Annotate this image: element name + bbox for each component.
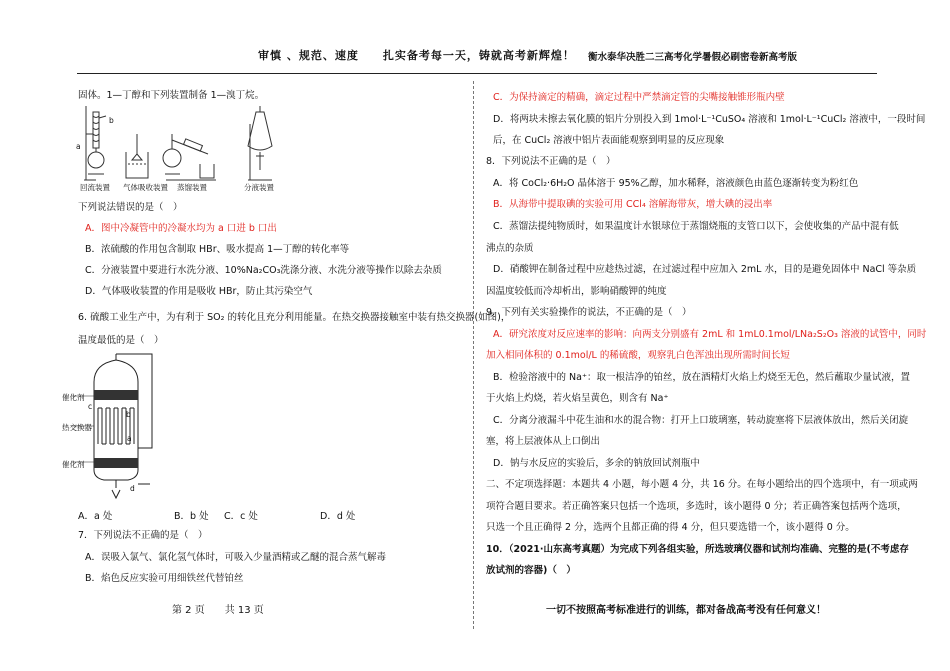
header-motto: 审慎 、规范、速度 扎实备考每一天，铸就高考新辉煌！ [258, 49, 575, 62]
q6-option-c: C．c 处 [224, 511, 258, 522]
q7-prompt: 7．下列说法不正确的是（ ） [78, 530, 208, 541]
header-series-title: 衡水泰华决胜二三高考化学暑假必刷密卷新高考版 [588, 52, 798, 63]
fig-label-reflux: 回流装置 [80, 183, 110, 192]
label-point-a: a [127, 434, 132, 443]
label-point-b: b [126, 410, 131, 419]
q9-option-a-line1: A．研究浓度对反应速率的影响：向两支分别盛有 2mL 和 1mL0.1mol/LNa₂S₂O₃ 溶液的试管中，同时 [493, 329, 927, 340]
q6-option-d: D．d 处 [320, 511, 356, 522]
q7-option-d-line2: 后，在 CuCl₂ 溶液中铝片表面能观察到明显的反应现象 [493, 135, 725, 146]
page-number: 第 2 页 共 13 页 [172, 605, 264, 616]
label-catalyst-lower: 催化剂 [62, 460, 85, 469]
section2-instructions-line3: 只选一个且正确得 2 分，选两个且都正确的得 4 分，但只要选错一个，该小题得 0 分。 [486, 522, 855, 533]
q8-prompt: 8．下列说法不正确的是（ ） [486, 156, 616, 167]
q8-option-d-line1: D．硝酸钾在制备过程中应趁热过滤，在过滤过程中应加入 2mL 水，目的是避免固体中 NaCl 等杂质 [493, 264, 917, 275]
fig-letter-a: a [76, 142, 81, 151]
q6-stem-line2: 温度最低的是（ ） [78, 335, 164, 346]
intro-text: 固体。1—丁醇和下列装置制备 1—溴丁烷。 [78, 90, 265, 101]
fig-label-separation: 分液装置 [244, 183, 274, 192]
q10-stem-line2: 放试剂的容器)（ ） [486, 565, 576, 576]
q6-stem-line1: 6. 硫酸工业生产中，为有利于 SO₂ 的转化且充分利用能量。在热交换器接触室中装有热交换器(如图)， [78, 312, 511, 323]
q8-option-a: A．将 CoCl₂·6H₂O 晶体溶于 95%乙醇，加水稀释，溶液颜色由蓝色逐渐转变为粉红色 [493, 178, 859, 189]
fig-letter-b: b [109, 116, 114, 125]
q5-prompt: 下列说法错误的是（ ） [78, 202, 183, 213]
q9-option-c-line1: C．分离分液漏斗中花生油和水的混合物：打开上口玻璃塞，转动旋塞将下层液体放出，然后关闭旋 [493, 415, 909, 426]
label-catalyst-upper: 催化剂 [62, 393, 85, 402]
q10-stem-line1: 10．（2021·山东高考真题）为完成下列各组实验，所选玻璃仪器和试剂均准确、完整的是(不考虑存 [486, 544, 909, 555]
q9-option-d: D．钠与水反应的实验后，多余的钠放回试剂瓶中 [493, 458, 700, 469]
q9-option-a-line2: 加入相同体积的 0.1mol/L 的稀硫酸，观察乳白色浑浊出现所需时间长短 [486, 350, 790, 361]
q8-option-c-line2: 沸点的杂质 [486, 243, 534, 254]
q7-option-b: B．焰色反应实验可用细铁丝代替铂丝 [85, 573, 244, 584]
q5-option-b: B．浓硫酸的作用包含制取 HBr、吸水提高 1—丁醇的转化率等 [85, 244, 350, 255]
q6-option-a: A．a 处 [78, 511, 113, 522]
q5-option-d: D．气体吸收装置的作用是吸收 HBr，防止其污染空气 [85, 286, 313, 297]
label-heat-exchanger: 热交换器 [62, 423, 92, 432]
q9-option-b-line1: B．检验溶液中的 Na⁺：取一根洁净的铂丝，放在酒精灯火焰上灼烧至无色，然后蘸取少量试液，置 [493, 372, 910, 383]
q8-option-d-line2: 因温度较低而冷却析出，影响硝酸钾的纯度 [486, 286, 667, 297]
q9-prompt: 9．下列有关实验操作的说法，不正确的是（ ） [486, 307, 692, 318]
label-point-d: d [130, 484, 135, 493]
q8-option-b: B．从海带中提取碘的实验可用 CCl₄ 溶解海带灰，增大碘的浸出率 [493, 199, 773, 210]
q5-option-a: A．图中冷凝管中的冷凝水均为 a 口进 b 口出 [85, 223, 277, 234]
fig-label-distillation: 蒸馏装置 [177, 183, 207, 192]
q5-option-c: C．分液装置中要进行水洗分液、10%Na₂CO₃洗涤分液、水洗分液等操作以除去杂质 [85, 265, 442, 276]
q7-option-d-line1: D．将两块未擦去氧化膜的铝片分别投入到 1mol·L⁻¹CuSO₄ 溶液和 1mol·L⁻¹CuCl₂ 溶液中，一段时间 [493, 114, 926, 125]
label-point-c: c [88, 402, 93, 411]
q9-option-b-line2: 于火焰上灼烧，若火焰呈黄色，则含有 Na⁺ [486, 393, 669, 404]
q9-option-c-line2: 塞，将上层液体从上口倒出 [486, 436, 601, 447]
q6-option-b: B．b 处 [174, 511, 209, 522]
section2-instructions-line2: 项符合题目要求。若正确答案只包括一个选项，多选时，该小题得 0 分；若正确答案包括两个选项， [486, 501, 907, 512]
q7-option-a: A．误吸入氯气、氯化氢气体时，可吸入少量酒精或乙醚的混合蒸气解毒 [85, 552, 386, 563]
section2-instructions-line1: 二、不定项选择题：本题共 4 小题，每小题 4 分，共 16 分。在每小题给出的四个选项中，有一项或两 [486, 479, 918, 490]
q7-option-c: C．为保持滴定的精确，滴定过程中严禁滴定管的尖嘴接触锥形瓶内壁 [493, 92, 785, 103]
fig-label-gas-absorption: 气体吸收装置 [123, 183, 168, 192]
q8-option-c-line1: C．蒸馏法提纯物质时，如果温度计水银球位于蒸馏烧瓶的支管口以下，会使收集的产品中混有低 [493, 221, 899, 232]
footer-slogan: 一切不按照高考标准进行的训练，都对备战高考没有任何意义！ [546, 605, 826, 616]
